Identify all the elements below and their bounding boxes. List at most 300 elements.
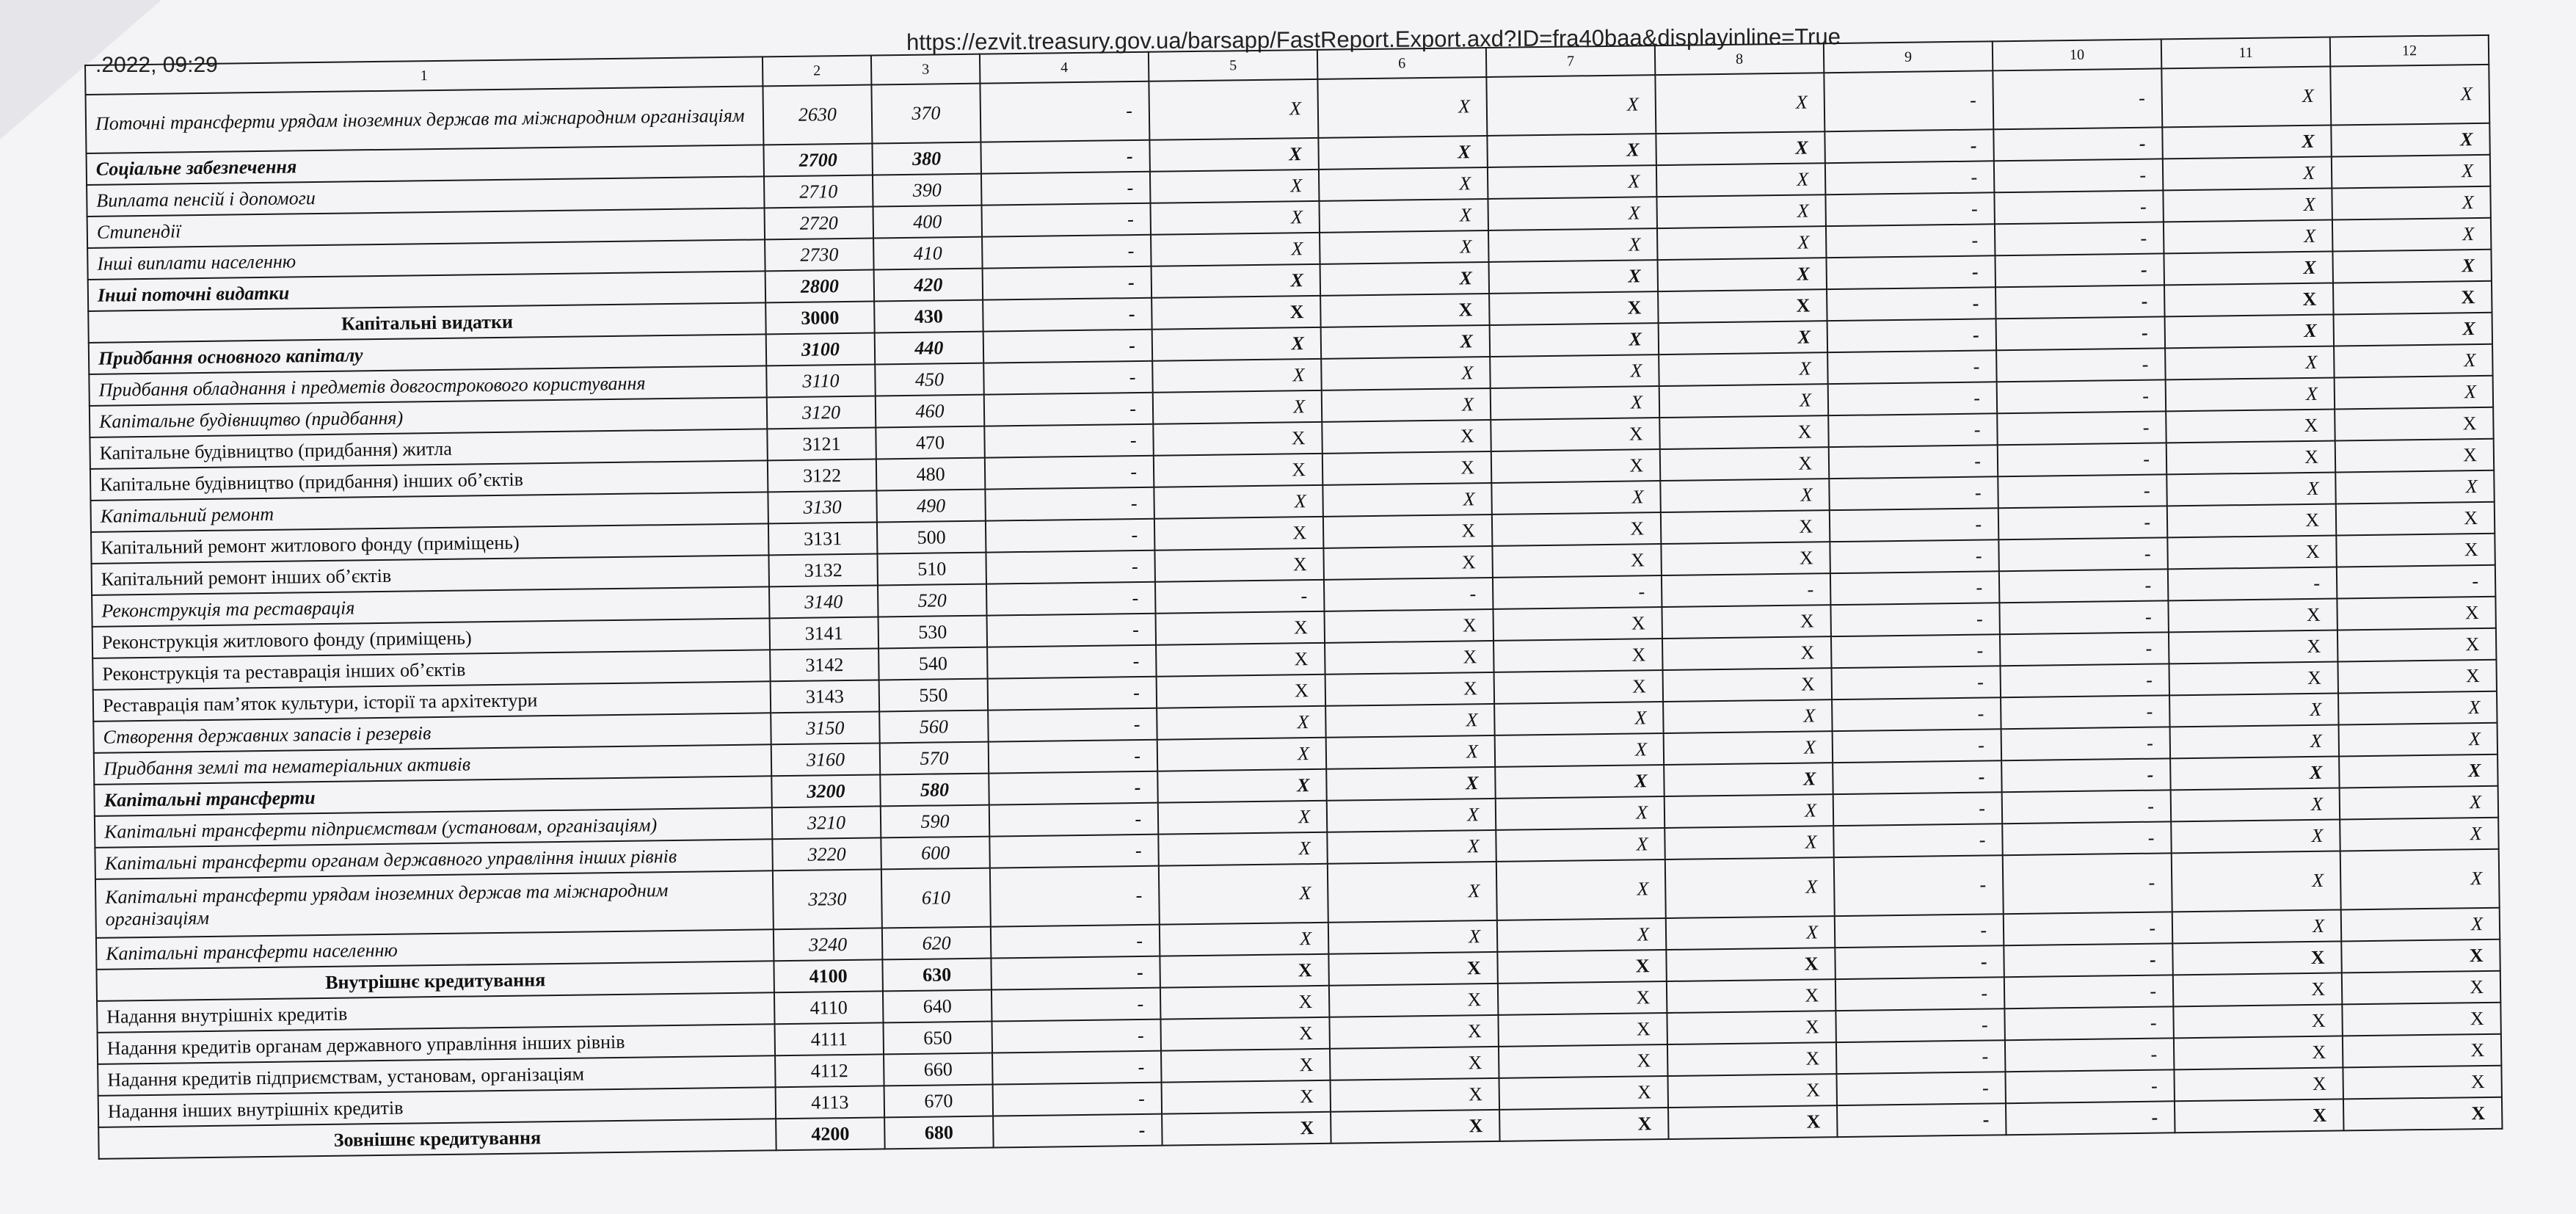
value-cell-col-7: X xyxy=(1489,260,1659,294)
value-cell-col-6: X xyxy=(1319,167,1488,201)
value-cell-col-4: - xyxy=(981,172,1151,206)
value-cell-col-10: - xyxy=(2004,975,2174,1008)
value-cell-col-4: - xyxy=(991,925,1160,959)
value-cell-col-9: - xyxy=(1825,161,1995,195)
value-cell-col-6: X xyxy=(1331,1110,1500,1144)
row-line-code: 660 xyxy=(884,1053,993,1086)
value-cell-col-8: X xyxy=(1655,73,1824,134)
value-cell-col-8: X xyxy=(1662,605,1831,639)
value-cell-col-12: X xyxy=(2332,155,2491,189)
value-cell-col-8: X xyxy=(1667,1011,1836,1044)
value-cell-col-12: X xyxy=(2341,908,2500,942)
value-cell-col-4: - xyxy=(993,1083,1163,1116)
value-cell-col-6: - xyxy=(1324,578,1493,611)
row-name: Капітальні трансферти підприємствам (установам, організаціям) xyxy=(95,807,772,848)
row-name: Капітальні трансферти органам державного управління інших рівнів xyxy=(95,839,772,879)
row-line-code: 610 xyxy=(881,868,991,928)
value-cell-col-11: X xyxy=(2169,693,2339,727)
value-cell-col-12: X xyxy=(2334,344,2493,378)
value-cell-col-5: X xyxy=(1157,769,1327,803)
value-cell-col-8: X xyxy=(1664,763,1833,796)
value-cell-col-4: - xyxy=(983,266,1152,300)
value-cell-col-10: - xyxy=(1995,222,2164,255)
value-cell-col-10: - xyxy=(1997,411,2166,445)
row-name: Створення державних запасів і резервів xyxy=(93,713,771,753)
value-cell-col-11: X xyxy=(2167,535,2337,569)
report-table-body xyxy=(86,65,2503,1159)
value-cell-col-12: X xyxy=(2335,376,2494,410)
value-cell-col-9: - xyxy=(1827,287,1996,321)
row-line-code: 600 xyxy=(881,837,990,870)
row-name: Зовнішнє кредитування xyxy=(98,1119,776,1159)
value-cell-col-8: X xyxy=(1668,1105,1838,1139)
value-cell-col-10: - xyxy=(2004,943,2173,977)
value-cell-col-4: - xyxy=(982,203,1151,237)
value-cell-col-10: - xyxy=(1998,537,2168,571)
value-cell-col-12: X xyxy=(2332,218,2492,252)
value-cell-col-12: X xyxy=(2337,597,2496,630)
row-line-code: 410 xyxy=(873,237,983,270)
value-cell-col-8: X xyxy=(1658,258,1827,291)
row-line-code: 500 xyxy=(877,521,986,554)
value-cell-col-12: X xyxy=(2337,628,2497,662)
row-line-code: 630 xyxy=(882,959,992,992)
value-cell-col-4: - xyxy=(992,1051,1162,1085)
value-cell-col-5: X xyxy=(1162,1080,1331,1114)
value-cell-col-9: - xyxy=(1828,413,1998,447)
row-kekv-code: 3220 xyxy=(772,837,881,870)
value-cell-col-10: - xyxy=(2005,1038,2175,1072)
value-cell-col-11: X xyxy=(2174,1067,2343,1101)
value-cell-col-9: - xyxy=(1827,350,1997,384)
value-cell-col-11: X xyxy=(2166,378,2335,412)
value-cell-col-9: - xyxy=(1824,70,1993,131)
value-cell-col-11: X xyxy=(2170,724,2340,758)
value-cell-col-12: X xyxy=(2332,250,2492,283)
row-name: Капітальне будівництво (придбання) житла xyxy=(90,429,767,469)
column-header-11: 11 xyxy=(2161,37,2330,69)
row-kekv-code: 2730 xyxy=(765,239,874,272)
row-name: Капітальні видатки xyxy=(88,302,765,343)
value-cell-col-4: - xyxy=(987,614,1157,647)
value-cell-col-7: X xyxy=(1498,1013,1667,1047)
value-cell-col-11: X xyxy=(2168,598,2337,632)
value-cell-col-12: X xyxy=(2336,502,2495,536)
value-cell-col-9: - xyxy=(1832,666,2001,699)
row-line-code: 440 xyxy=(875,332,984,365)
value-cell-col-11: X xyxy=(2169,630,2338,664)
value-cell-col-9: - xyxy=(1833,824,2003,857)
value-cell-col-4: - xyxy=(987,645,1157,679)
row-name: Капітальне будівництво (придбання) інших об’єктів xyxy=(90,460,768,501)
value-cell-col-7: X xyxy=(1488,165,1657,199)
value-cell-col-7: X xyxy=(1497,918,1667,952)
column-header-2: 2 xyxy=(763,56,871,87)
value-cell-col-12: X xyxy=(2342,1003,2501,1036)
value-cell-col-12: X xyxy=(2335,470,2495,504)
value-cell-col-10: - xyxy=(2002,821,2172,855)
value-cell-col-12: X xyxy=(2343,1066,2502,1099)
row-name: Внутрішнє кредитування xyxy=(96,961,774,1001)
value-cell-col-5: X xyxy=(1156,643,1325,677)
column-header-4: 4 xyxy=(980,52,1149,84)
row-name: Капітальний ремонт xyxy=(90,492,768,532)
value-cell-col-10: - xyxy=(2001,727,2171,760)
value-cell-col-9: - xyxy=(1832,697,2001,731)
value-cell-col-7: X xyxy=(1489,291,1659,325)
value-cell-col-4: - xyxy=(980,81,1149,142)
row-kekv-code: 3240 xyxy=(774,928,883,961)
value-cell-col-4: - xyxy=(991,956,1160,990)
value-cell-col-9: - xyxy=(1831,634,2001,668)
row-kekv-code: 3200 xyxy=(771,774,881,807)
value-cell-col-11: X xyxy=(2164,220,2333,254)
value-cell-col-9: - xyxy=(1835,1008,2005,1042)
row-kekv-code: 3000 xyxy=(765,302,875,335)
value-cell-col-5: X xyxy=(1152,359,1322,393)
value-cell-col-6: X xyxy=(1330,1047,1499,1080)
value-cell-col-7: X xyxy=(1497,950,1667,984)
value-cell-col-7: X xyxy=(1496,828,1665,862)
value-cell-col-7: X xyxy=(1496,796,1665,830)
value-cell-col-10: - xyxy=(1999,600,2169,634)
row-name: Капітальні трансферти населенню xyxy=(96,929,774,970)
row-name: Інші поточні видатки xyxy=(88,271,765,311)
value-cell-col-10: - xyxy=(1998,443,2167,476)
row-line-code: 420 xyxy=(874,269,983,302)
value-cell-col-8: X xyxy=(1661,510,1830,544)
value-cell-col-6: X xyxy=(1327,799,1496,832)
value-cell-col-12: - xyxy=(2337,565,2496,599)
value-cell-col-6: X xyxy=(1317,77,1487,138)
row-line-code: 390 xyxy=(873,174,982,207)
value-cell-col-10: - xyxy=(2001,758,2171,792)
row-line-code: 550 xyxy=(879,679,989,712)
value-cell-col-8: X xyxy=(1659,321,1828,355)
row-name: Реконструкція та реставрація інших об’єктів xyxy=(92,650,770,690)
value-cell-col-8: X xyxy=(1656,163,1826,197)
row-kekv-code: 4112 xyxy=(775,1054,884,1087)
print-url: https://ezvit.treasury.gov.ua/barsapp/FastReport.Export.axd?ID=fra40baa&displayinline=True xyxy=(906,23,1841,55)
value-cell-col-8: X xyxy=(1660,447,1830,481)
value-cell-col-4: - xyxy=(985,487,1154,521)
value-cell-col-4: - xyxy=(992,988,1161,1022)
value-cell-col-5: X xyxy=(1151,296,1321,330)
value-cell-col-7: X xyxy=(1498,981,1667,1015)
row-kekv-code: 3150 xyxy=(771,711,880,744)
value-cell-col-12: X xyxy=(2331,123,2490,157)
value-cell-col-8: - xyxy=(1662,573,1831,607)
value-cell-col-7: X xyxy=(1494,702,1664,735)
row-kekv-code: 4113 xyxy=(776,1086,885,1119)
value-cell-col-11: X xyxy=(2170,756,2340,790)
value-cell-col-7: X xyxy=(1490,323,1659,357)
value-cell-col-7: X xyxy=(1491,481,1661,515)
value-cell-col-5: X xyxy=(1151,233,1320,266)
row-kekv-code: 3140 xyxy=(769,585,878,618)
value-cell-col-8: X xyxy=(1663,699,1833,733)
value-cell-col-11: - xyxy=(2168,567,2337,600)
value-cell-col-9: - xyxy=(1833,760,2002,794)
row-kekv-code: 3230 xyxy=(773,869,882,929)
value-cell-col-6: X xyxy=(1328,920,1498,954)
row-line-code: 540 xyxy=(878,647,988,680)
value-cell-col-12: X xyxy=(2343,1097,2503,1131)
value-cell-col-4: - xyxy=(986,550,1155,584)
value-cell-col-11: X xyxy=(2166,441,2336,475)
row-name: Надання внутрішніх кредитів xyxy=(97,992,774,1033)
column-header-6: 6 xyxy=(1317,48,1486,79)
value-cell-col-8: X xyxy=(1664,731,1833,765)
row-name: Придбання основного капіталу xyxy=(89,334,766,374)
row-line-code: 530 xyxy=(878,616,988,649)
value-cell-col-9: - xyxy=(1835,945,2004,979)
row-line-code: 450 xyxy=(875,363,984,396)
value-cell-col-4: - xyxy=(984,424,1154,458)
value-cell-col-6: X xyxy=(1323,546,1493,580)
value-cell-col-11: X xyxy=(2173,1004,2343,1038)
value-cell-col-10: - xyxy=(1993,68,2162,129)
value-cell-col-6: X xyxy=(1323,515,1493,548)
row-line-code: 570 xyxy=(880,742,989,775)
value-cell-col-6: X xyxy=(1326,767,1496,801)
row-name: Поточні трансферти урядам іноземних держав та міжнародним організаціям xyxy=(86,86,764,153)
row-kekv-code: 4100 xyxy=(774,959,883,992)
value-cell-col-5: X xyxy=(1157,675,1326,708)
value-cell-col-8: X xyxy=(1663,668,1833,702)
value-cell-col-10: - xyxy=(2000,632,2169,666)
row-kekv-code: 2800 xyxy=(765,270,875,303)
row-kekv-code: 2630 xyxy=(763,85,872,145)
value-cell-col-7: X xyxy=(1499,1076,1669,1110)
value-cell-col-5: X xyxy=(1160,923,1329,956)
value-cell-col-5: X xyxy=(1162,1112,1331,1146)
column-header-8: 8 xyxy=(1655,43,1824,75)
row-line-code: 430 xyxy=(874,300,983,333)
column-header-7: 7 xyxy=(1486,46,1655,77)
value-cell-col-11: X xyxy=(2165,315,2335,349)
value-cell-col-9: - xyxy=(1836,1072,2006,1105)
value-cell-col-7: X xyxy=(1496,859,1666,920)
value-cell-col-5: X xyxy=(1154,548,1324,582)
value-cell-col-11: X xyxy=(2166,473,2336,506)
value-cell-col-8: X xyxy=(1664,826,1834,859)
value-cell-col-12: X xyxy=(2335,439,2495,473)
value-cell-col-6: X xyxy=(1328,952,1498,986)
value-cell-col-7: X xyxy=(1493,639,1663,672)
value-cell-col-9: - xyxy=(1834,855,2004,916)
row-kekv-code: 3132 xyxy=(768,553,878,586)
column-header-9: 9 xyxy=(1824,41,1993,73)
value-cell-col-12: X xyxy=(2339,723,2498,757)
value-cell-col-12: X xyxy=(2337,660,2497,694)
value-cell-col-11: X xyxy=(2174,1036,2343,1069)
value-cell-col-11: X xyxy=(2167,504,2337,537)
value-cell-col-10: - xyxy=(1999,569,2169,603)
row-line-code: 620 xyxy=(882,927,992,960)
value-cell-col-8: X xyxy=(1662,636,1832,670)
value-cell-col-11: X xyxy=(2172,909,2342,943)
value-cell-col-10: - xyxy=(2004,912,2173,945)
value-cell-col-5: X xyxy=(1153,422,1322,456)
value-cell-col-4: - xyxy=(986,519,1155,553)
value-cell-col-8: X xyxy=(1666,916,1835,950)
row-line-code: 490 xyxy=(876,490,986,523)
row-line-code: 470 xyxy=(876,426,985,459)
budget-report-table xyxy=(84,34,2503,1160)
value-cell-col-5: X xyxy=(1150,170,1320,203)
value-cell-col-6: X xyxy=(1318,136,1488,170)
value-cell-col-7: X xyxy=(1492,544,1662,578)
value-cell-col-5: X xyxy=(1154,485,1323,519)
value-cell-col-11: X xyxy=(2164,252,2333,286)
value-cell-col-10: - xyxy=(1996,316,2166,350)
row-kekv-code: 3160 xyxy=(771,743,881,776)
value-cell-col-4: - xyxy=(989,835,1159,868)
value-cell-col-4: - xyxy=(989,771,1158,805)
value-cell-col-10: - xyxy=(2001,664,2170,697)
column-header-3: 3 xyxy=(871,54,980,85)
value-cell-col-12: X xyxy=(2343,1034,2502,1068)
row-name: Реконструкція та реставрація xyxy=(92,586,769,627)
value-cell-col-4: - xyxy=(980,140,1150,174)
value-cell-col-9: - xyxy=(1826,255,1995,289)
value-cell-col-5: X xyxy=(1149,138,1319,172)
row-line-code: 380 xyxy=(872,142,981,175)
row-line-code: 580 xyxy=(880,774,989,807)
row-kekv-code: 4111 xyxy=(775,1022,884,1055)
value-cell-col-7: X xyxy=(1486,75,1656,136)
value-cell-col-4: - xyxy=(990,866,1160,927)
value-cell-col-10: - xyxy=(1998,474,2167,508)
row-line-code: 400 xyxy=(873,206,983,239)
print-datetime: .2022, 09:29 xyxy=(95,53,218,77)
value-cell-col-11: X xyxy=(2163,157,2332,191)
value-cell-col-4: - xyxy=(983,361,1153,395)
row-name: Капітальне будівництво (придбання) xyxy=(90,397,767,437)
value-cell-col-10: - xyxy=(1994,190,2164,224)
row-kekv-code: 3131 xyxy=(768,522,878,555)
value-cell-col-4: - xyxy=(983,298,1152,332)
row-name: Капітальний ремонт житлового фонду (приміщень) xyxy=(91,523,768,564)
value-cell-col-12: X xyxy=(2336,534,2495,567)
value-cell-col-6: X xyxy=(1331,1078,1500,1112)
value-cell-col-8: X xyxy=(1665,857,1835,918)
value-cell-col-12: X xyxy=(2339,755,2498,788)
value-cell-col-11: X xyxy=(2172,851,2341,912)
row-name: Соціальне забезпечення xyxy=(87,145,764,185)
row-name: Інші виплати населенню xyxy=(87,239,765,280)
value-cell-col-5: X xyxy=(1154,517,1324,550)
value-cell-col-9: - xyxy=(1835,914,2004,948)
value-cell-col-9: - xyxy=(1824,129,1994,163)
value-cell-col-5: X xyxy=(1158,832,1328,866)
row-name: Придбання обладнання і предметів довгострокового користування xyxy=(89,366,766,406)
row-kekv-code: 4110 xyxy=(774,991,884,1024)
row-line-code: 520 xyxy=(878,584,987,617)
value-cell-col-9: - xyxy=(1830,571,2000,605)
value-cell-col-5: X xyxy=(1152,327,1322,361)
row-line-code: 510 xyxy=(877,553,986,586)
value-cell-col-11: X xyxy=(2173,973,2343,1006)
value-cell-col-5: X xyxy=(1150,201,1320,235)
value-cell-col-8: X xyxy=(1661,542,1830,575)
value-cell-col-11: X xyxy=(2164,283,2334,317)
value-cell-col-10: - xyxy=(2005,1069,2175,1103)
value-cell-col-5: X xyxy=(1160,1017,1330,1051)
value-cell-col-9: - xyxy=(1829,476,1998,510)
value-cell-col-4: - xyxy=(983,330,1153,363)
value-cell-col-6: X xyxy=(1324,609,1493,643)
column-header-1: 1 xyxy=(85,57,763,95)
value-cell-col-10: - xyxy=(1994,159,2164,192)
value-cell-col-8: X xyxy=(1666,948,1835,981)
value-cell-col-6: X xyxy=(1325,641,1494,675)
value-cell-col-12: X xyxy=(2340,786,2499,820)
value-cell-col-9: - xyxy=(1837,1103,2006,1137)
value-cell-col-8: X xyxy=(1657,226,1827,260)
value-cell-col-9: - xyxy=(1825,192,1995,226)
value-cell-col-12: X xyxy=(2333,281,2492,315)
value-cell-col-5: X xyxy=(1151,264,1321,298)
value-cell-col-9: - xyxy=(1827,319,1997,352)
column-header-10: 10 xyxy=(1993,39,2161,70)
value-cell-col-11: X xyxy=(2166,410,2335,443)
row-name: Надання кредитів органам державного управління інших рівнів xyxy=(98,1024,775,1064)
value-cell-col-6: X xyxy=(1322,420,1491,454)
column-header-12: 12 xyxy=(2330,35,2489,67)
value-cell-col-7: X xyxy=(1490,355,1659,388)
column-header-5: 5 xyxy=(1149,50,1317,81)
value-cell-col-12: X xyxy=(2342,971,2501,1005)
value-cell-col-8: X xyxy=(1656,131,1825,165)
row-kekv-code: 2720 xyxy=(765,207,874,240)
value-cell-col-5: X xyxy=(1149,79,1318,140)
row-line-code: 460 xyxy=(876,395,985,428)
value-cell-col-6: X xyxy=(1320,262,1490,296)
value-cell-col-5: X xyxy=(1154,454,1323,487)
value-cell-col-12: X xyxy=(2330,65,2489,126)
value-cell-col-6: X xyxy=(1321,357,1491,390)
value-cell-col-7: X xyxy=(1491,386,1660,420)
row-kekv-code: 2710 xyxy=(764,175,873,208)
value-cell-col-9: - xyxy=(1830,508,1999,542)
row-name: Капітальні трансферти xyxy=(94,776,771,816)
value-cell-col-10: - xyxy=(2006,1101,2175,1135)
row-kekv-code: 3122 xyxy=(768,459,877,492)
value-cell-col-8: X xyxy=(1658,289,1827,323)
value-cell-col-6: X xyxy=(1328,862,1497,923)
value-cell-col-6: X xyxy=(1321,325,1491,359)
value-cell-col-11: X xyxy=(2161,67,2331,128)
value-cell-col-7: X xyxy=(1493,607,1662,641)
value-cell-col-10: - xyxy=(1995,285,2165,319)
row-name: Реставрація пам’яток культури, історії та архітектури xyxy=(93,681,771,722)
value-cell-col-8: X xyxy=(1659,415,1829,449)
row-line-code: 370 xyxy=(871,84,980,144)
value-cell-col-11: X xyxy=(2165,346,2335,380)
value-cell-col-5: X xyxy=(1157,706,1326,740)
value-cell-col-9: - xyxy=(1828,382,1998,415)
row-name: Реконструкція житлового фонду (приміщень) xyxy=(92,618,770,658)
row-line-code: 670 xyxy=(884,1085,994,1118)
value-cell-col-5: X xyxy=(1160,986,1330,1019)
value-cell-col-8: X xyxy=(1664,794,1834,828)
value-cell-col-10: - xyxy=(2003,853,2172,914)
value-cell-col-11: X xyxy=(2171,819,2340,853)
value-cell-col-8: X xyxy=(1667,1042,1837,1076)
value-cell-col-4: - xyxy=(992,1019,1161,1053)
